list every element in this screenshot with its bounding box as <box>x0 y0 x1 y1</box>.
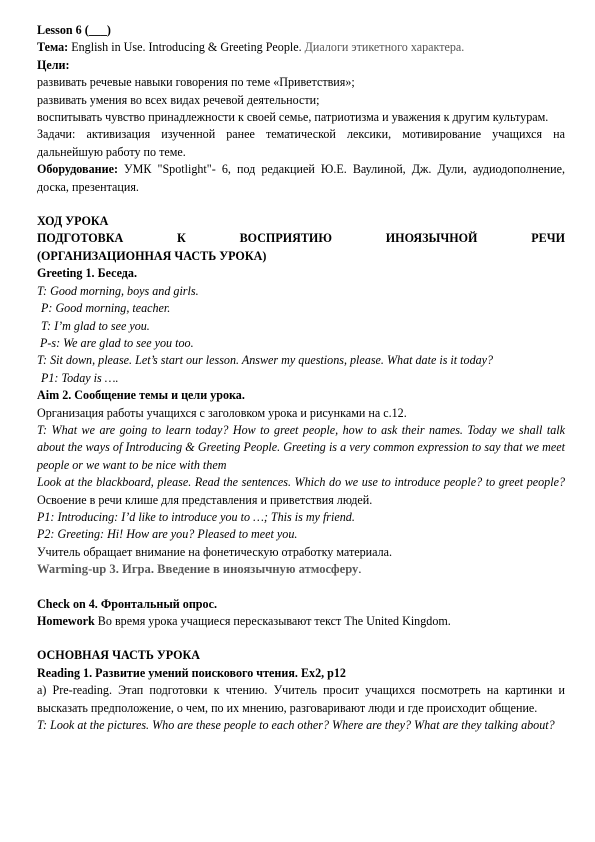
reading-question: T: Look at the pictures. Who are these people to each other? Where are they? What are they talking about? <box>37 718 555 733</box>
preparation-subheading: (ОРГАНИЗАЦИОННАЯ ЧАСТЬ УРОКА) <box>37 248 267 263</box>
warmup-dot: . <box>358 562 362 577</box>
reading-heading: Reading 1. Развитие умений поискового чтения. Ex2, p12 <box>37 665 346 680</box>
lesson-topic <box>37 39 565 56</box>
topic-text: English in Use. Introducing & Greeting People. <box>68 40 302 55</box>
warmup-line <box>37 561 565 578</box>
aim-teacher-speech: T: What we are going to learn today? How to greet people, how to ask their names. Today we shall talk about the ways of Introducing & Greeting People. Greeting is a very common expression to say that we meet people or we want to be nice with them <box>37 422 565 472</box>
homework-label: Homework <box>37 614 95 628</box>
dialogue-line: P-s: We are glad to see you too. <box>40 335 194 350</box>
blackboard-note: Освоение в речи клише для представления и приветствия людей. <box>37 492 373 507</box>
goals-label: Цели: <box>37 57 70 72</box>
goal-item: развивать речевые навыки говорения по теме «Приветствия»; <box>37 75 355 90</box>
spacer <box>37 196 565 213</box>
lesson-tasks: Задачи: активизация изученной ранее тематической лексики, мотивирование учащихся на дальнейшую работу по теме. <box>37 127 565 159</box>
goal-item: развивать умения во всех видах речевой деятельности; <box>37 92 320 107</box>
spacer <box>37 579 565 596</box>
lesson-title: Lesson 6 (___) <box>37 23 111 37</box>
course-heading: ХОД УРОКА <box>37 214 109 229</box>
preparation-heading: ПОДГОТОВКА К ВОСПРИЯТИЮ ИНОЯЗЫЧНОЙ РЕЧИ <box>37 231 565 246</box>
homework-line <box>37 613 565 630</box>
topic-note: Диалоги этикетного характера. <box>301 40 465 55</box>
greeting-heading: Greeting 1. Беседа. <box>37 266 137 281</box>
blackboard-question: Look at the blackboard, please. Read the sentences. Which do we use to introduce people? to greet people? <box>37 475 565 490</box>
warmup-text: Warming-up 3. Игра. Введение в иноязычную атмосферу <box>37 562 359 577</box>
spacer <box>37 630 565 647</box>
dialogue-line: P: Good morning, teacher. <box>41 301 171 316</box>
aim-pupil-2: P2: Greeting: Hi! How are you? Pleased to meet you. <box>37 527 298 542</box>
goal-item: воспитывать чувство принадлежности к своей семье, патриотизма и уважения к другим культурам. <box>37 110 549 125</box>
aim-note: Учитель обращает внимание на фонетическую отработку материала. <box>37 544 393 559</box>
document-page <box>37 22 565 734</box>
lesson-equipment <box>37 161 565 196</box>
equipment-label: Оборудование: <box>37 162 118 177</box>
dialogue-line: T: Sit down, please. Let’s start our lesson. Answer my questions, please. What date is it today? <box>37 353 494 368</box>
aim-pupil-1: P1: Introducing: I’d like to introduce you to …; This is my friend. <box>37 509 355 524</box>
main-heading: ОСНОВНАЯ ЧАСТЬ УРОКА <box>37 648 200 663</box>
prereading-text: а) Pre-reading. Этап подготовки к чтению. Учитель просит учащихся посмотреть на картинки и высказать предположение, о чем, по их мнению, разговаривают люди и где происходит общение. <box>37 683 565 715</box>
homework-text: Во время урока учащиеся пересказывают текст The United Kingdom. <box>94 614 451 628</box>
aim-intro: Организация работы учащихся с заголовком урока и рисунками на с.12. <box>37 405 407 420</box>
dialogue-line: T: I’m glad to see you. <box>41 318 150 333</box>
dialogue-line: P1: Today is …. <box>41 370 119 385</box>
checkon-heading: Check on 4. Фронтальный опрос. <box>37 596 217 611</box>
topic-label: Тема: <box>37 40 69 55</box>
aim-blackboard <box>37 474 565 509</box>
aim-heading: Aim 2. Сообщение темы и цели урока. <box>37 388 245 403</box>
equipment-text: УМК "Spotlight"- 6, под редакцией Ю.Е. Ваулиной, Дж. Дули, аудиодополнение, доска, презентация. <box>37 162 565 194</box>
dialogue-line: T: Good morning, boys and girls. <box>37 283 199 298</box>
